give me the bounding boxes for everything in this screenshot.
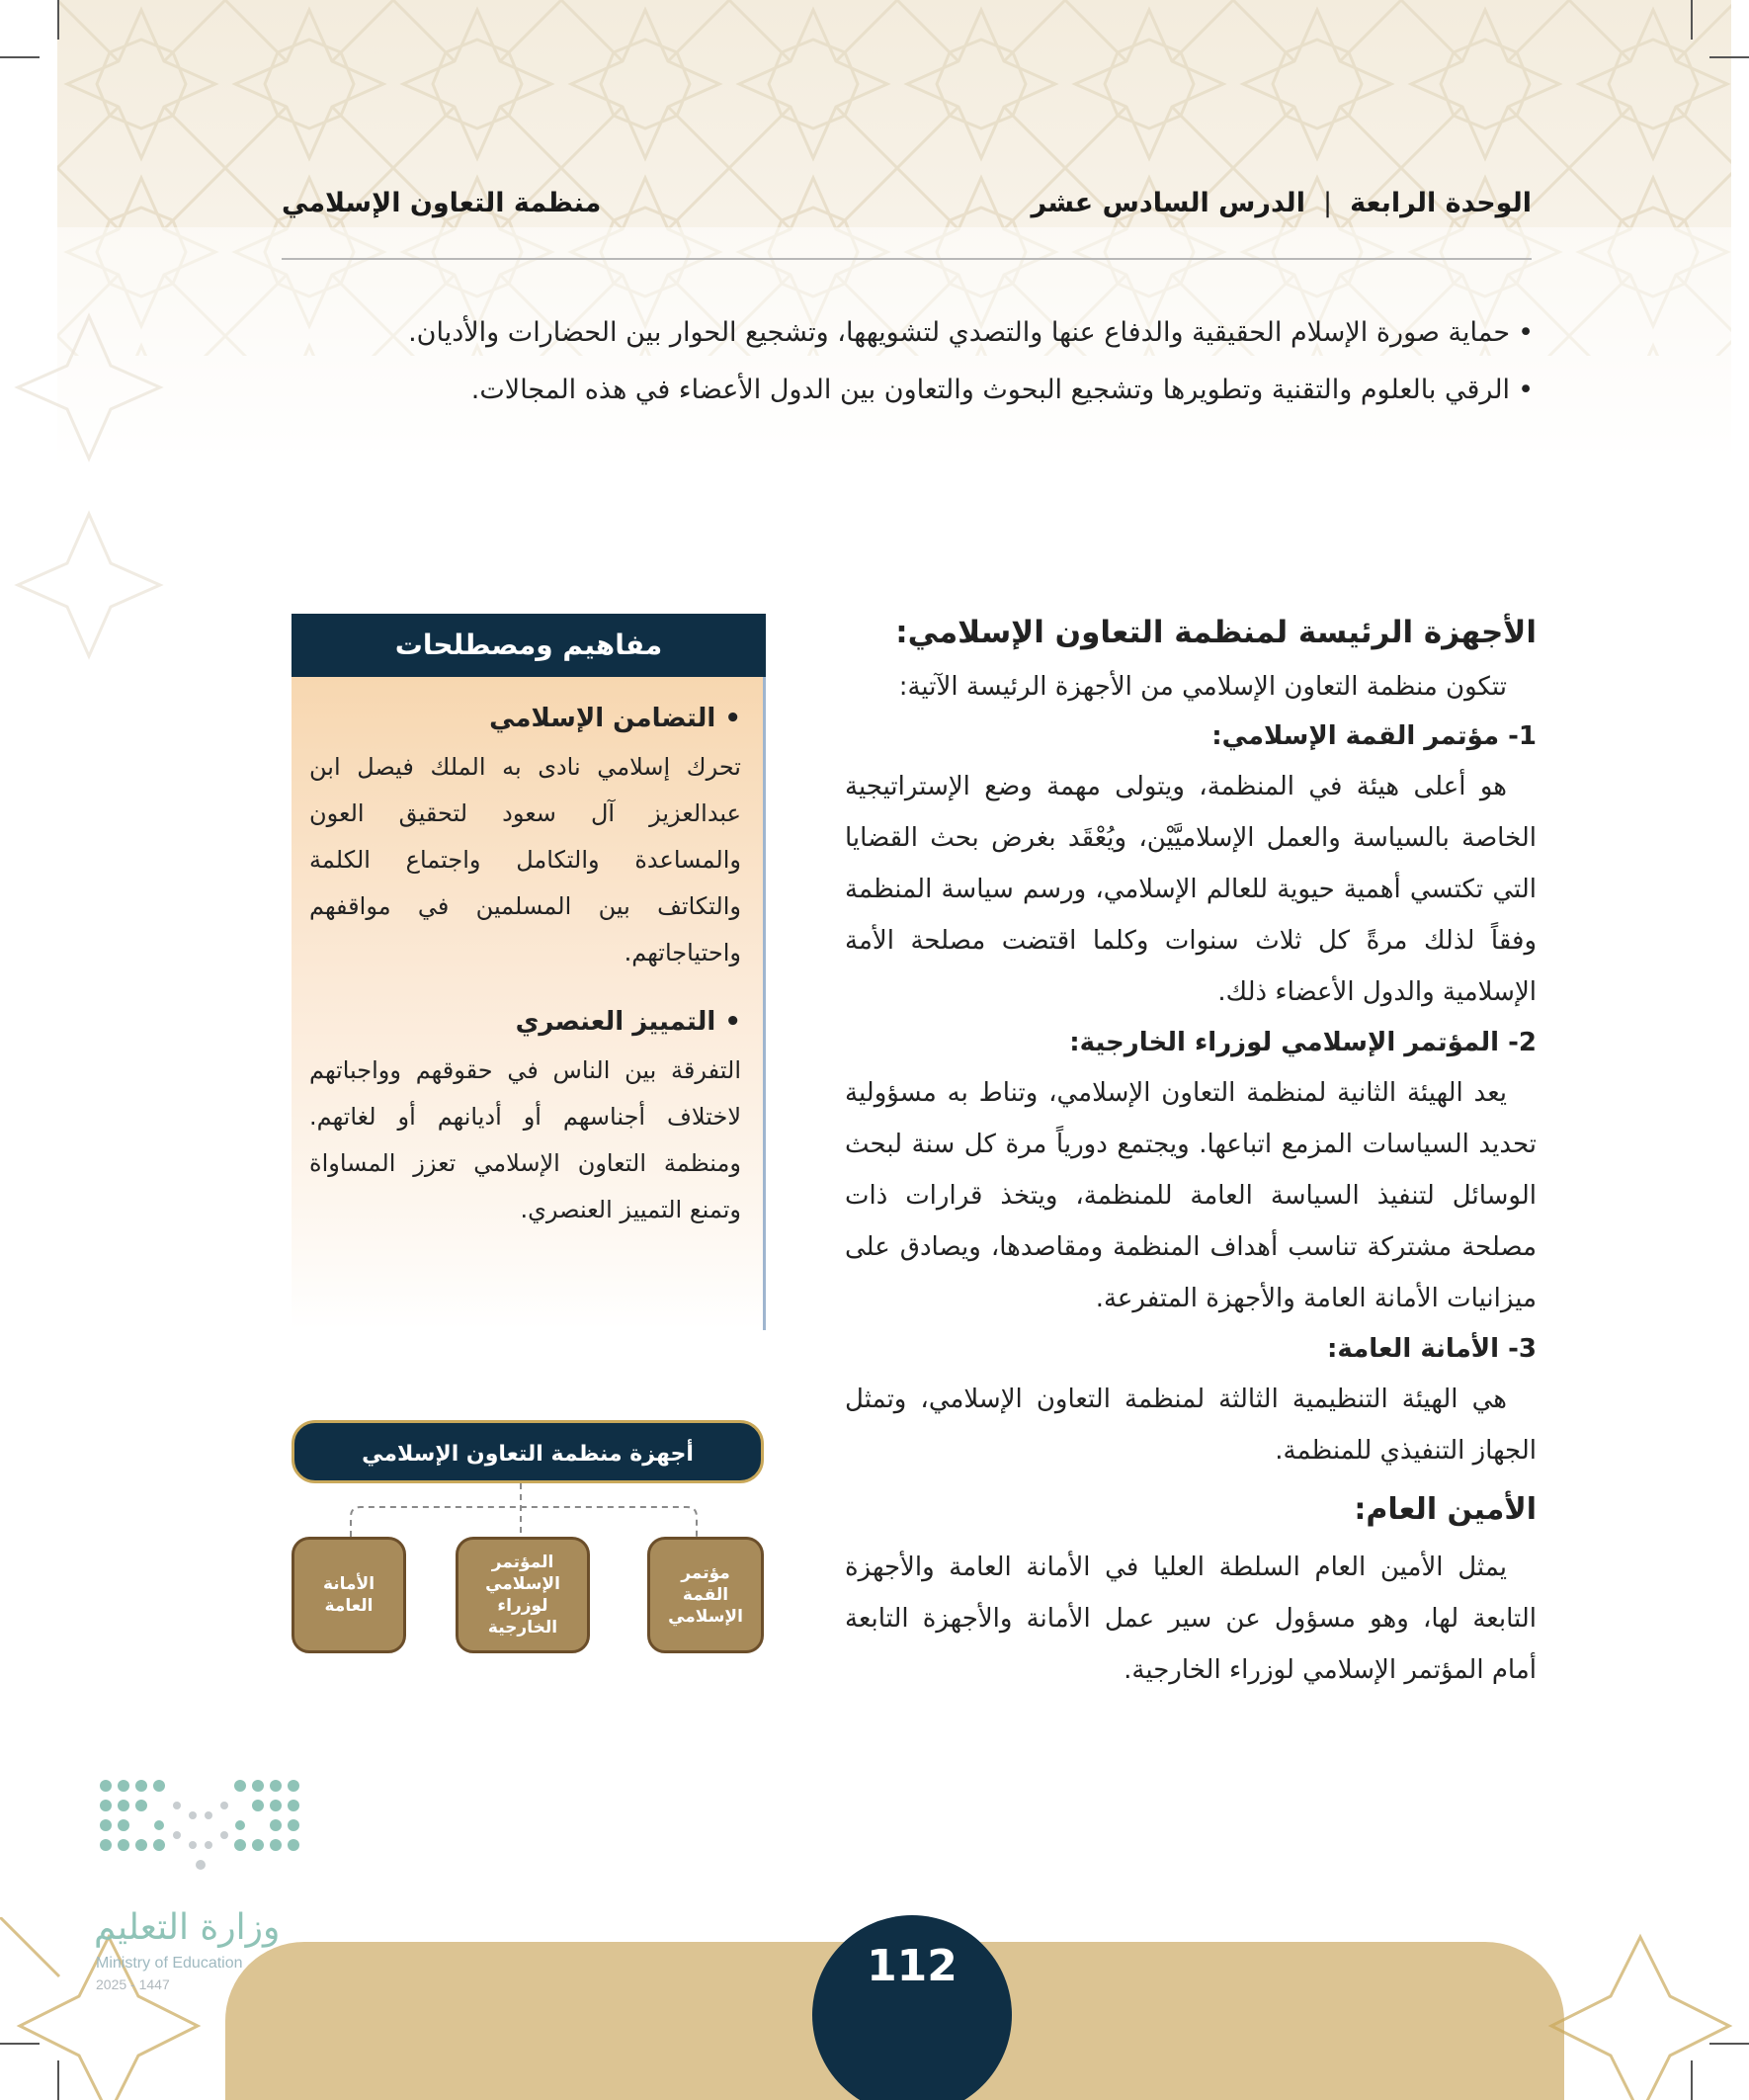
secretary-general-text: يمثل الأمين العام السلطة العليا في الأمانة العامة والأجهزة التابعة لها، وهو مسؤول عن سير عمل الأمانة والأجهزة التابعة أمام المؤتمر الإسلامي لوزراء الخارجية. [845,1553,1537,1685]
concept-definition: التفرقة بين الناس في حقوقهم وواجباتهم لاختلاف أجناسهم أو أديانهم أو لغاتهم. ومنظمة التعاون الإسلامي تعزز المساواة وتمنع التمييز العنصري. [309,1056,741,1223]
edition-year: 2025 - 1447 [96,1976,170,1992]
bullet-dot-icon: • [1518,317,1534,348]
goals-bullet-list [209,304,1534,419]
diagram-node-summit: مؤتمر القمة الإسلامي [647,1537,764,1653]
intro-text: تتكون منظمة التعاون الإسلامي من الأجهزة الرئيسة الآتية: [898,672,1507,702]
unit-label: الوحدة الرابعة [1350,188,1532,218]
crop-mark [1709,56,1749,58]
diagram-node-secretariat: الأمانة العامة [292,1537,406,1653]
diagram-node-foreign-ministers: المؤتمر الإسلامي لوزراء الخارجية [456,1537,590,1653]
organ-text-secretariat: هي الهيئة التنظيمية الثالثة لمنظمة التعاون الإسلامي، وتمثل الجهاز التنفيذي للمنظمة. [845,1385,1537,1466]
logo-dots-icon [94,1774,311,1902]
concepts-box [292,614,766,1330]
concepts-title: مفاهيم ومصطلحات [292,614,766,677]
lesson-label: الدرس السادس عشر [1031,188,1305,218]
concept-term: • التمييز العنصري [515,1007,741,1037]
concepts-body [292,677,766,1330]
header-divider [282,258,1532,260]
organ-title-foreign-ministers: 2- المؤتمر الإسلامي لوزراء الخارجية: [1069,1028,1537,1057]
topic-title: منظمة التعاون الإسلامي [282,188,602,218]
organs-diagram [292,1420,764,1667]
concept-definition: تحرك إسلامي نادى به الملك فيصل ابن عبدالعزيز آل سعود لتحقيق العون والمساعدة والتكامل واجتماع الكلمة والتكاتف بين المسلمين في مواقفهم واحتياجاتهم. [309,753,741,966]
main-text-column [845,605,1537,1696]
ministry-name-english: Ministry of Education [96,1955,243,1972]
crop-mark [0,56,40,58]
header-unit-lesson [1032,188,1532,218]
page-number-badge [812,1915,1012,2100]
page-header [282,188,1532,237]
diagram-title: أجهزة منظمة التعاون الإسلامي [292,1420,764,1483]
organ-text-summit: هو أعلى هيئة في المنظمة، ويتولى مهمة وضع الإستراتيجية الخاصة بالسياسة والعمل الإسلاميَّيْن، ويُعْقَد بغرض بحث القضايا التي تكتسي أهمية حيوية للعالم الإسلامي، ورسم سياسة المنظمة وفقاً لذلك مرةً كل ثلاث سنوات وكلما اقتضت مصلحة الأمة الإسلامية والدول الأعضاء ذلك. [845,772,1537,1007]
left-pattern-fade [0,296,178,791]
crop-mark [1691,0,1693,40]
list-item: •الرقي بالعلوم والتقنية وتطويرها وتشجيع البحوث والتعاون بين الدول الأعضاء في هذه المجالات. [470,375,1534,405]
header-separator: | [1322,188,1333,218]
concept-term: • التضامن الإسلامي [489,704,741,733]
list-item: •حماية صورة الإسلام الحقيقية والدفاع عنها والتصدي لتشويهها، وتشجيع الحوار بين الحضارات والأديان. [408,317,1534,348]
organ-title-summit: 1- مؤتمر القمة الإسلامي: [1211,721,1537,751]
secretary-general-heading: الأمين العام: [1354,1492,1537,1527]
ministry-logo [94,1774,321,2001]
ministry-name-arabic: وزارة التعليم [94,1907,281,1948]
page-number: 112 [867,1941,958,1991]
bullet-dot-icon: • [1518,375,1534,405]
organ-text-foreign-ministers: يعد الهيئة الثانية لمنظمة التعاون الإسلامي، وتناط به مسؤولية تحديد السياسات المزمع اتباعها. ويجتمع دورياً مرة كل سنة لبحث الوسائل لتنفيذ السياسة العامة للمنظمة، ويتخذ قرارات ذات مصلحة مشتركة تناسب أهداف المنظمة ومقاصدها، ويصادق على ميزانيات الأمانة العامة والأجهزة المتفرعة. [845,1078,1537,1313]
section-heading: الأجهزة الرئيسة لمنظمة التعاون الإسلامي: [895,615,1537,650]
organ-title-secretariat: 3- الأمانة العامة: [1326,1334,1537,1364]
crop-mark [57,0,59,40]
